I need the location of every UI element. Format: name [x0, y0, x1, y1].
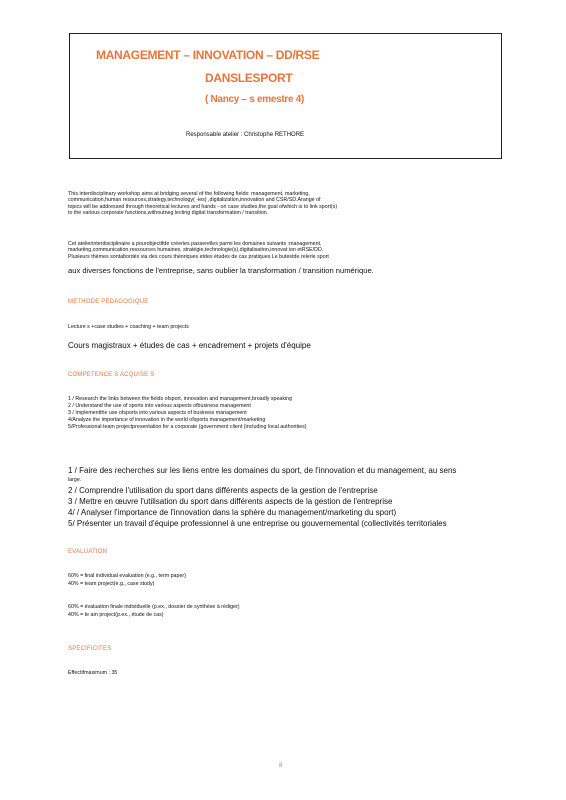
competences-heading: COMPETENCE S ACQUISE S [68, 372, 155, 378]
specificites-heading: SPECIFICITES [68, 646, 112, 652]
methode-heading: METHODE PEDAGOGIQUE [68, 299, 149, 305]
text-line: This interdisciplinary workshop aims at bridging several of the following fields: management, marketing, [68, 191, 310, 197]
evaluation-french [68, 604, 240, 620]
list-item: 3 / Implementthe use ofsports into various aspects of business management [68, 410, 247, 416]
list-item: 1 / Research the links between the fields ofsport, innovation and management,broadly speaking [68, 396, 293, 402]
competences-english [68, 396, 306, 431]
intro-french-continued: aux diverses fonctions de l'entreprise, sans oublier la transformation / transition numérique. [68, 266, 374, 275]
course-title: MANAGEMENT – INNOVATION – DD/RSE [96, 48, 320, 62]
competence-fr-4: 4/ / Analyser l'importance de l'innovation dans la sphère du management/marketing du sport) [68, 508, 397, 517]
text-line: marketing,communication,ressources humaines, stratégie,technologie(s),digitalisation,innovat ion etRSE/DD. [68, 247, 324, 254]
list-item: 5/Professional team projectpresentation for a corporate (government client (including local authorities) [68, 424, 307, 430]
competence-fr-2: 2 / Comprendre l'utilisation du sport dans différents aspects de la gestion de l'entreprise [68, 486, 378, 495]
evaluation-english [68, 573, 186, 589]
competence-fr-3: 3 / Mettre en œuvre l'utilisation du sport dans différents aspects de la gestion de l'entreprise [68, 497, 393, 506]
intro-french [68, 241, 329, 260]
text-line: Plusieurs thèmes sontabordés via des cours théoriques etdes études de cas pratiques.Le butestde relerle sport [68, 253, 329, 260]
course-subtitle: DANSLESPORT [205, 71, 293, 85]
methode-french: Cours magistraux + études de cas + encadrement + projets d'équipe [68, 341, 311, 350]
intro-english [68, 191, 337, 217]
effectif-maximum: Effectifmaximum : 35 [68, 670, 118, 676]
list-item: 40% = team project(e.g., case study) [68, 581, 155, 587]
list-item: 60% = final individual evaluation (e.g., term paper) [68, 573, 186, 579]
text-line: topics will be addressed through theoretical lectures and hands - on case studies,the goal ofwhich is to link sport(s) [68, 203, 338, 210]
list-item: 40% = te am project(p.ex., étude de cas) [68, 612, 164, 618]
text-line: communication,human resources,strategy,technology( -ies) ,digitalization,innovation and CSR/SD.Arange of [68, 197, 321, 204]
evaluation-heading: EVALUATION [68, 549, 108, 555]
course-responsable: Responsable atelier : Christophe RETHORE [186, 132, 305, 138]
course-location: ( Nancy – s emestre 4) [205, 94, 305, 105]
text-line: to the various corporate functions,withoutneg lecting digital transformation / transition. [68, 210, 269, 217]
methode-english: Lecture s +case studies + coaching + team projects [68, 324, 189, 330]
list-item: 4/Analyze the importance of innovation in the world ofsports management/marketing [68, 417, 266, 423]
list-item: 60% = évaluation finale individuelle (p.ex., dossier de synthèse à rédiger) [68, 604, 240, 610]
competence-fr-1: 1 / Faire des recherches sur les liens entre les domaines du sport, de l'innovation et du management, au sens [68, 466, 457, 475]
page-number: 8 [279, 763, 283, 769]
text-line: Cet atelierinterdisciplinaire a pourobjectifde créeries passerelles parmi les domaines suivants :management, [68, 241, 322, 247]
competence-fr-5: 5/ Présenter un travail d'équipe professionnel à une entreprise ou gouvernemental (collectivités territoriales [68, 519, 447, 528]
list-item: 2 / Understand the use of sports into various aspects ofbusiness management [68, 403, 251, 409]
competence-fr-1-continued: large. [68, 477, 82, 483]
